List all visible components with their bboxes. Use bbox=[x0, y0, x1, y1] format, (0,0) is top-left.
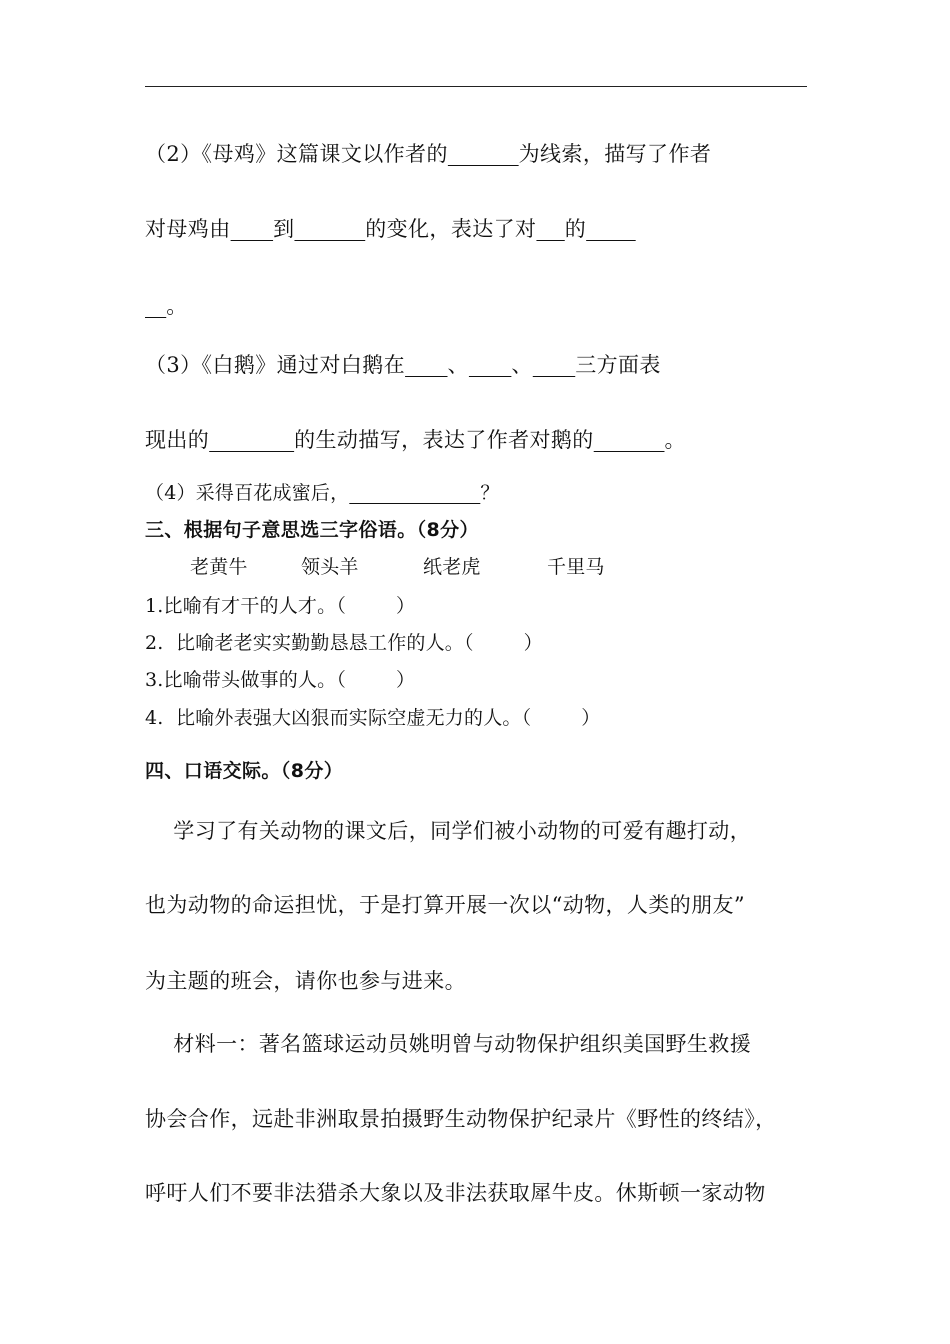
section4-paragraph-line-3: 为主题的班会，请你也参与进来。 bbox=[145, 969, 466, 993]
q3-line-2: 现出的 的生动描写，表达了作者对鹅的 。 bbox=[145, 428, 686, 452]
material-line-3: 呼吁人们不要非法猎杀大象以及非法获取犀牛皮。休斯顿一家动物 bbox=[145, 1181, 766, 1205]
q2-blank-1[interactable] bbox=[448, 142, 519, 166]
q2-blank-4[interactable] bbox=[536, 217, 564, 241]
q3-blank-5[interactable] bbox=[594, 428, 665, 452]
q4-blank[interactable] bbox=[349, 482, 480, 504]
section4-paragraph-line-2: 也为动物的命运担忧，于是打算开展一次以“动物，人类的朋友” bbox=[145, 893, 746, 917]
option-2: 领头羊 bbox=[301, 556, 359, 578]
q2-blank-5[interactable] bbox=[586, 217, 636, 241]
q2-line-3: 。 bbox=[145, 290, 188, 320]
q2-blank-5-cont[interactable] bbox=[145, 294, 166, 318]
section3-item-1[interactable]: 1.比喻有才干的人才。（ ） bbox=[145, 595, 416, 617]
q2-blank-2[interactable] bbox=[231, 217, 273, 241]
q3-blank-4[interactable] bbox=[209, 428, 294, 452]
q3-blank-1[interactable] bbox=[405, 353, 447, 377]
q2-line-2: 对母鸡由 到 的变化，表达了对 的 bbox=[145, 213, 636, 243]
section4-title: 四、口语交际。（8分） bbox=[145, 760, 344, 782]
section3-item-2[interactable]: 2. 比喻老老实实勤勤恳恳工作的人。（ ） bbox=[145, 632, 543, 654]
header-rule bbox=[145, 86, 807, 87]
q3-blank-3[interactable] bbox=[533, 353, 575, 377]
section3-item-4[interactable]: 4. 比喻外表强大凶狠而实际空虚无力的人。（ ） bbox=[145, 707, 601, 729]
option-3: 纸老虎 bbox=[423, 556, 481, 578]
option-4: 千里马 bbox=[547, 556, 605, 578]
section3-item-3[interactable]: 3.比喻带头做事的人。（ ） bbox=[145, 669, 416, 691]
q2-blank-3[interactable] bbox=[294, 217, 365, 241]
section4-paragraph-line-1: 学习了有关动物的课文后，同学们被小动物的可爱有趣打动， bbox=[145, 819, 752, 843]
q2-line-1: （2）《母鸡》这篇课文以作者的 为线索，描写了作者 bbox=[145, 142, 712, 166]
material-line-2: 协会合作，远赴非洲取景拍摄野生动物保护纪录片《野性的终结》， bbox=[145, 1107, 777, 1131]
section3-title: 三、根据句子意思选三字俗语。（8分） bbox=[145, 519, 479, 541]
q3-blank-2[interactable] bbox=[469, 353, 511, 377]
q3-line-1: （3）《白鹅》通过对白鹅在 、 、 三方面表 bbox=[145, 353, 661, 377]
option-1: 老黄牛 bbox=[190, 556, 248, 578]
material-line-1: 材料一：著名篮球运动员姚明曾与动物保护组织美国野生救援 bbox=[145, 1032, 752, 1056]
q4-line: （4）采得百花成蜜后， ？ bbox=[145, 482, 500, 504]
